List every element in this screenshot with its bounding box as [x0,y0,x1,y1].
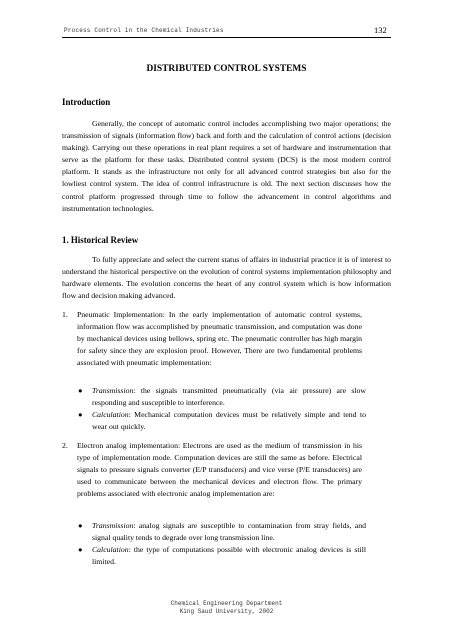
bullet-desc: : the signals transmitted pneumatically (via air pressure) are slow responding and susceptible to interference. [92,386,366,408]
bullet-icon: ● [78,545,83,554]
section-heading-introduction: Introduction [62,97,111,107]
section-heading-historical-review: 1. Historical Review [62,235,139,245]
numbered-item-electron-analog [62,440,391,500]
bullet-icon: ● [78,410,83,419]
running-header: Process Control in the Chemical Industries [64,27,224,34]
numbered-item-pneumatic [62,309,391,369]
item-text: Electron analog implementation: Electrons are used as the medium of transmission in his type of implementation mode. Computation devices are still the same as before. Electrical signals to pressure signals converter (E/P transducers) and vice verse (P/E transducers) are used to communicate between the mechanical devices and electron flow. The primary problems associated with electronic analog implementation are: [77,441,362,499]
header-rule [62,37,391,38]
bullet-item [78,409,378,433]
page-number: 132 [374,25,387,35]
bullet-term: Calculation [92,545,129,554]
footer-university: King Saud University, 2002 [179,608,274,615]
bullet-icon: ● [78,521,83,530]
document-title: DISTRIBUTED CONTROL SYSTEMS [146,64,307,74]
bullet-item [78,544,378,568]
bullet-text [92,544,366,568]
bullet-text [92,385,366,409]
introduction-paragraph: Generally, the concept of automatic control includes accomplishing two major operations; the transmission of signals (information flow) back and forth and the calculation of control actions (decision making). Carrying out these operations in real plant requires a set of hardware and instrumentation that serve as the platform for these tasks. Distributed control system (DCS) is the most modern control platform. It stands as the infrastructure not only for all advanced control strategies but also for the lowliest control system. The idea of control infrastructure is old. The next section discusses how the control platform progressed through time to follow the advancement in control algorithms and instrumentation technologies. [62,119,391,213]
bullet-term: Transmission [92,521,134,530]
historical-review-paragraph: To fully appreciate and select the current status of affairs in industrial practice it is of interest to understand the historical perspective on the evolution of control systems implementation philosophy and hardware elements. The evolution concerns the heart of any control system which is how information flow and decision making advanced. [62,255,391,301]
bullet-desc: : analog signals are susceptible to contamination from stray fields, and signal quality tends to degrade over long transmission line. [92,521,366,543]
bullet-term: Calculation [92,410,129,419]
item-number: 1. [62,310,68,319]
bullet-item [78,385,378,409]
bullet-term: Transmission [92,386,134,395]
footer-department: Chemical Engineering Department [170,600,283,607]
bullet-desc: : the type of computations possible with electronic analog devices is still limited. [92,545,366,567]
item-text: Pneumatic Implementation: In the early implementation of automatic control systems, information flow was accomplished by pneumatic transmission, and computation was done by mechanical devices using bellows, spring etc. The pneumatic controller has high margin for safety since they are explosion proof. However, There are two fundamental problems associated with pneumatic implementation: [77,310,362,368]
bullet-text [92,409,366,433]
bullet-icon: ● [78,386,83,395]
bullet-desc: : Mechanical computation devices must be relatively simple and tend to wear out quickly. [92,410,366,432]
bullet-text [92,520,366,544]
item-number: 2. [62,441,68,450]
bullet-item [78,520,378,544]
